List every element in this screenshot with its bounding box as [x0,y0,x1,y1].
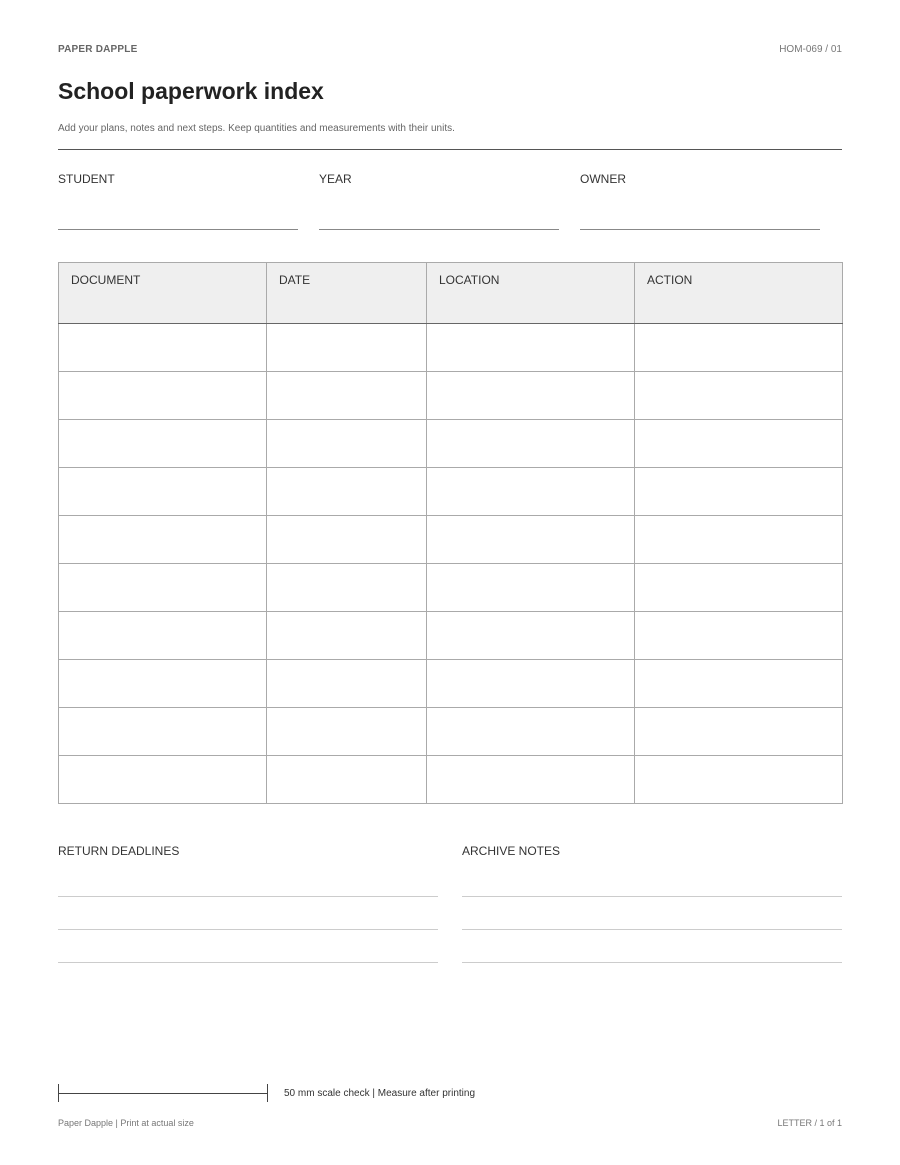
year-field[interactable] [319,172,559,186]
table-row [59,324,843,372]
table-cell[interactable] [427,660,635,708]
owner-field-line[interactable] [580,229,820,230]
table-cell[interactable] [427,708,635,756]
scale-bar-line [58,1093,267,1094]
table-cell[interactable] [635,468,843,516]
return-deadlines-line[interactable] [58,896,438,897]
table-cell[interactable] [267,372,427,420]
year-field-label: YEAR [319,172,352,186]
footer-print-note: Paper Dapple | Print at actual size [58,1118,194,1128]
table-cell[interactable] [267,516,427,564]
table-cell[interactable] [59,372,267,420]
table-cell[interactable] [427,516,635,564]
table-cell[interactable] [59,516,267,564]
table-row [59,372,843,420]
table-cell[interactable] [267,420,427,468]
form-code: HOM-069 / 01 [779,44,842,55]
archive-notes-line[interactable] [462,896,842,897]
column-header-document: DOCUMENT [59,263,267,324]
table-row [59,420,843,468]
brand-name: PAPER DAPPLE [58,44,138,55]
table-cell[interactable] [59,564,267,612]
table-cell[interactable] [427,564,635,612]
footer-page-info: LETTER / 1 of 1 [777,1118,842,1128]
table-cell[interactable] [59,612,267,660]
table-row [59,564,843,612]
archive-notes-line[interactable] [462,962,842,963]
year-field-line[interactable] [319,229,559,230]
table-cell[interactable] [59,660,267,708]
table-row [59,516,843,564]
return-deadlines-section [58,844,438,858]
return-deadlines-line[interactable] [58,929,438,930]
page-subtitle: Add your plans, notes and next steps. Keep quantities and measurements with their units. [58,123,455,134]
column-header-action: ACTION [635,263,843,324]
column-header-location: LOCATION [427,263,635,324]
table-cell[interactable] [267,708,427,756]
table-cell[interactable] [267,468,427,516]
table-cell[interactable] [635,660,843,708]
return-deadlines-line[interactable] [58,962,438,963]
table-cell[interactable] [267,756,427,804]
table-cell[interactable] [635,564,843,612]
table-cell[interactable] [635,756,843,804]
student-field[interactable] [58,172,298,186]
table-cell[interactable] [427,372,635,420]
table-row [59,612,843,660]
owner-field[interactable] [580,172,820,186]
table-cell[interactable] [635,324,843,372]
scale-bar [58,1084,268,1102]
table-cell[interactable] [267,660,427,708]
table-row [59,660,843,708]
table-cell[interactable] [427,756,635,804]
table-cell[interactable] [635,708,843,756]
table-cell[interactable] [635,516,843,564]
return-deadlines-label: RETURN DEADLINES [58,844,180,858]
table-cell[interactable] [59,324,267,372]
table-cell[interactable] [427,324,635,372]
scale-bar-end-tick [267,1084,268,1102]
table-cell[interactable] [267,612,427,660]
archive-notes-label: ARCHIVE NOTES [462,844,561,858]
table-cell[interactable] [59,756,267,804]
table-cell[interactable] [635,612,843,660]
table-row [59,756,843,804]
table-cell[interactable] [427,468,635,516]
table-cell[interactable] [267,564,427,612]
table-cell[interactable] [59,468,267,516]
table-cell[interactable] [59,420,267,468]
table-cell[interactable] [635,420,843,468]
archive-notes-line[interactable] [462,929,842,930]
column-header-date: DATE [267,263,427,324]
owner-field-label: OWNER [580,172,626,186]
page-title: School paperwork index [58,78,324,104]
archive-notes-section [462,844,842,858]
table-cell[interactable] [635,372,843,420]
paperwork-table [58,262,843,804]
header-divider [58,149,842,150]
table-cell[interactable] [427,420,635,468]
table-cell[interactable] [267,324,427,372]
table-cell[interactable] [427,612,635,660]
table-row [59,708,843,756]
student-field-label: STUDENT [58,172,115,186]
scale-check-text: 50 mm scale check | Measure after printing [284,1088,476,1099]
table-cell[interactable] [59,708,267,756]
table-header-row [59,263,843,324]
table-row [59,468,843,516]
student-field-line[interactable] [58,229,298,230]
